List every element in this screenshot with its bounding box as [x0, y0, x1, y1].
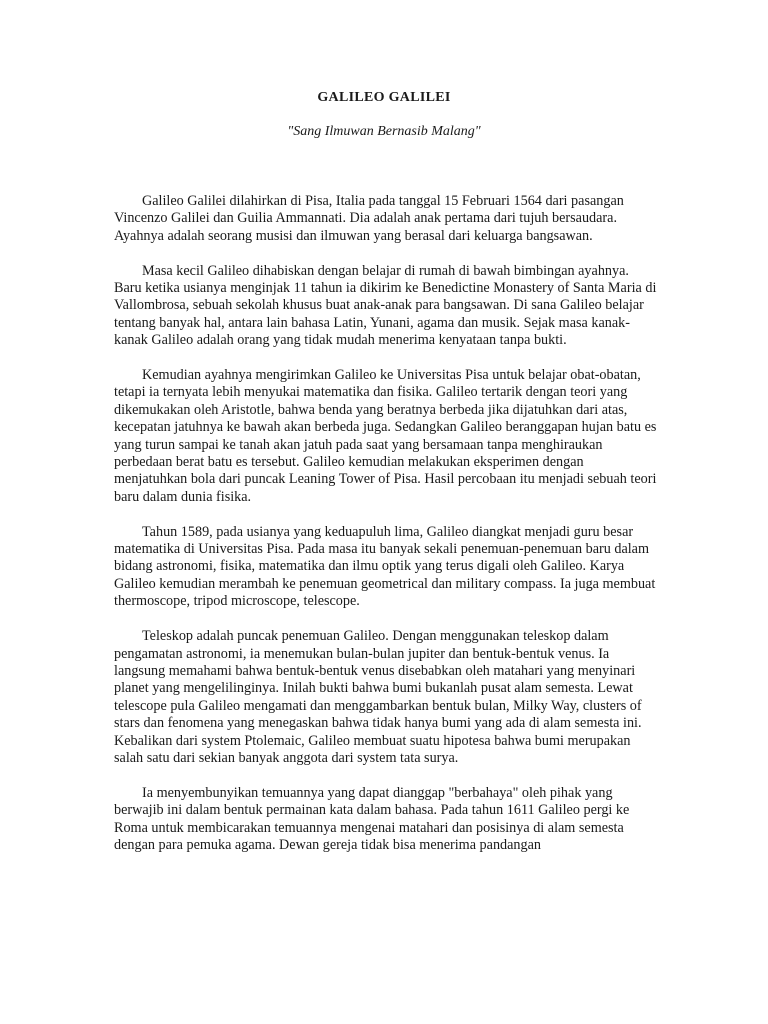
- paragraph-4: Tahun 1589, pada usianya yang keduapuluh lima, Galileo diangkat menjadi guru besar matematika di Universitas Pisa. Pada masa itu banyak sekali penemuan-penemuan baru dalam bidang astronomi, fisika, matematika dan ilmu optik yang terus digali oleh Galileo. Karya Galileo kemudian merambah ke penemuan geometrical dan military compass. Ia juga membuat thermoscope, tripod microscope, telescope.: [114, 523, 656, 610]
- paragraph-2: Masa kecil Galileo dihabiskan dengan belajar di rumah di bawah bimbingan ayahnya. Baru ketika usianya menginjak 11 tahun ia dikirim ke Benedictine Monastery of Santa Maria di Vallombrosa, sebuah sekolah khusus buat anak-anak para bangsawan. Di sana Galileo belajar tentang banyak hal, antara lain bahasa Latin, Yunani, agama dan musik. Sejak masa kanak-kanak Galileo adalah orang yang tidak mudah menerima kenyataan tanpa bukti.: [114, 262, 657, 349]
- paragraph-6: Ia menyembunyikan temuannya yang dapat dianggap "berbahaya" oleh pihak yang berwajib ini dalam bentuk permainan kata dalam bahasa. Pada tahun 1611 Galileo pergi ke Roma untuk membicarakan temuannya mengenai matahari dan posisinya di alam semesta dengan para pemuka agama. Dewan gereja tidak bisa menerima pandangan: [114, 784, 630, 853]
- document-subtitle: "Sang Ilmuwan Bernasib Malang": [287, 124, 481, 139]
- paragraph-3: Kemudian ayahnya mengirimkan Galileo ke Universitas Pisa untuk belajar obat-obatan, tetapi ia ternyata lebih menyukai matematika dan fisika. Galileo tertarik dengan teori yang dikemukakan oleh Aristotle, bahwa benda yang beratnya berbeda jika dijatuhkan dari atas, kecepatan jatuhnya ke bawah akan berbeda juga. Sedangkan Galileo beranggapan hujan batu es yang turun sampai ke tanah akan jatuh pada saat yang bersamaan tanpa menghiraukan perbedaan berat batu es tersebut. Galileo kemudian melakukan eksperimen dengan menjatuhkan bola dari puncak Leaning Tower of Pisa. Hasil percobaan itu menjadi sebuah teori baru dalam dunia fisika.: [114, 367, 657, 505]
- paragraph-5: Teleskop adalah puncak penemuan Galileo. Dengan menggunakan teleskop dalam pengamatan astronomi, ia menemukan bulan-bulan jupiter dan bentuk-bentuk venus. Ia langsung memahami bahwa bentuk-bentuk venus disebabkan oleh matahari yang menyinari planet yang mengelilinginya. Inilah bukti bahwa bumi bukanlah pusat alam semesta. Lewat telescope pula Galileo mengamati dan menggambarkan bentuk bulan, Milky Way, clusters of stars dan fenomena yang menegaskan bahwa tidak hanya bumi yang ada di alam semesta ini. Kebalikan dari system Ptolemaic, Galileo membuat suatu hipotesa bahwa bumi merupakan salah satu dari sekian banyak anggota dari system tata surya.: [114, 628, 642, 766]
- document-body: [114, 193, 658, 872]
- document-title: GALILEO GALILEI: [317, 90, 451, 105]
- paragraph-1: Galileo Galilei dilahirkan di Pisa, Italia pada tanggal 15 Februari 1564 dari pasangan Vincenzo Galilei dan Guilia Ammannati. Dia adalah anak pertama dari tujuh bersaudara. Ayahnya adalah seorang musisi dan ilmuwan yang berasal dari keluarga bangsawan.: [114, 193, 624, 244]
